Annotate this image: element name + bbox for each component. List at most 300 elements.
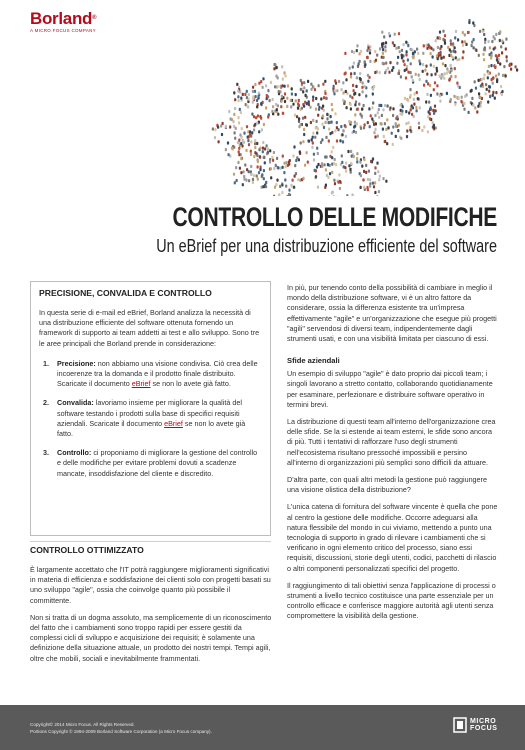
crowd-person-mark (455, 30, 457, 33)
crowd-person-mark (303, 133, 305, 136)
crowd-person-mark (240, 142, 242, 145)
crowd-person-mark (461, 40, 463, 43)
crowd-person-mark (356, 76, 358, 79)
crowd-person-mark (360, 78, 362, 81)
crowd-person-mark (350, 75, 352, 78)
crowd-person-mark (488, 40, 490, 43)
crowd-person-mark (391, 132, 393, 135)
crowd-person-mark (314, 169, 316, 172)
crowd-person-mark (430, 52, 432, 55)
crowd-person-mark (509, 63, 511, 66)
crowd-person-mark (345, 90, 347, 93)
crowd-person-mark (267, 148, 269, 151)
crowd-person-mark (365, 171, 367, 174)
crowd-person-mark (243, 170, 245, 173)
crowd-person-mark (312, 136, 314, 139)
crowd-person-mark (258, 92, 260, 95)
crowd-person-mark (281, 84, 283, 87)
crowd-person-mark (260, 102, 262, 105)
crowd-person-mark (377, 111, 379, 114)
crowd-person-mark (342, 140, 344, 143)
crowd-person-mark (247, 139, 249, 142)
crowd-person-mark (331, 156, 333, 159)
crowd-person-mark (426, 73, 428, 76)
crowd-person-mark (245, 179, 247, 182)
ebrief-link[interactable]: eBrief (131, 379, 151, 389)
crowd-person-mark (273, 151, 275, 154)
crowd-person-mark (388, 71, 390, 74)
crowd-person-mark (323, 96, 325, 99)
crowd-person-mark (489, 46, 491, 49)
crowd-person-mark (468, 111, 470, 114)
crowd-person-mark (400, 75, 402, 78)
crowd-person-mark (353, 51, 355, 54)
crowd-person-mark (381, 45, 383, 48)
crowd-person-mark (415, 106, 417, 109)
crowd-person-mark (316, 147, 318, 150)
crowd-person-mark (329, 172, 331, 175)
crowd-person-mark (260, 80, 262, 83)
crowd-person-mark (303, 81, 305, 84)
crowd-person-mark (270, 176, 272, 179)
crowd-person-mark (376, 54, 378, 57)
crowd-person-mark (237, 161, 239, 164)
crowd-person-mark (312, 132, 314, 135)
item-text: ci proponiamo di migliorare la gestione del controllo e delle modifiche per evitare problemi dovuti a scadenze mancate, insoddisfazione del cliente e discredito. (57, 448, 258, 478)
crowd-person-mark (355, 100, 357, 103)
crowd-person-mark (485, 83, 487, 86)
crowd-person-mark (495, 74, 497, 77)
crowd-person-mark (407, 44, 409, 47)
crowd-person-mark (385, 180, 387, 183)
crowd-person-mark (461, 96, 463, 99)
crowd-person-mark (433, 112, 435, 115)
crowd-person-mark (249, 130, 251, 133)
crowd-person-mark (250, 150, 252, 153)
crowd-person-mark (317, 114, 319, 117)
crowd-person-mark (288, 189, 290, 192)
crowd-person-mark (327, 163, 329, 166)
crowd-person-mark (234, 137, 236, 140)
crowd-person-mark (343, 129, 345, 132)
crowd-person-mark (348, 164, 350, 167)
crowd-person-mark (359, 72, 361, 75)
crowd-person-mark (322, 115, 324, 118)
crowd-person-mark (361, 86, 363, 89)
crowd-person-mark (454, 67, 456, 70)
crowd-person-mark (263, 156, 265, 159)
crowd-person-mark (347, 150, 349, 153)
crowd-person-mark (269, 160, 271, 163)
section-divider (30, 541, 271, 542)
crowd-person-mark (325, 121, 327, 124)
crowd-person-mark (314, 88, 316, 91)
crowd-person-mark (328, 139, 330, 142)
crowd-person-mark (463, 102, 465, 105)
crowd-person-mark (464, 33, 466, 36)
crowd-person-mark (237, 116, 239, 119)
crowd-person-mark (332, 191, 334, 194)
crowd-person-mark (369, 185, 371, 188)
crowd-person-mark (501, 90, 503, 93)
crowd-person-mark (343, 91, 345, 94)
crowd-person-mark (382, 48, 384, 51)
crowd-person-mark (476, 110, 478, 113)
crowd-person-mark (385, 49, 387, 52)
crowd-person-mark (349, 168, 351, 171)
crowd-person-mark (221, 133, 223, 136)
crowd-person-mark (267, 89, 269, 92)
crowd-person-mark (441, 57, 443, 60)
crowd-person-mark (387, 104, 389, 107)
crowd-person-mark (309, 106, 311, 109)
crowd-person-mark (505, 47, 507, 50)
crowd-person-mark (373, 123, 375, 126)
crowd-person-mark (464, 40, 466, 43)
crowd-person-mark (415, 73, 417, 76)
crowd-person-mark (422, 52, 424, 55)
crowd-person-mark (294, 114, 296, 117)
paragraph: Non si tratta di un dogma assoluto, ma semplicemente di un riconoscimento del fatto che i cambiamenti sono troppo rapidi per essere gestiti da complessi cicli di sviluppo e acquisizione dei requisiti; è solamente una definizione della situazione attuale, un prodotto dei nostri tempi. Tempi agili, oltre che mobili, sociali e inevitabilmente frammentati. (30, 612, 272, 663)
crowd-person-mark (333, 162, 335, 165)
crowd-person-mark (418, 122, 420, 125)
crowd-person-mark (252, 181, 254, 184)
crowd-person-mark (353, 93, 355, 96)
crowd-person-mark (295, 99, 297, 102)
crowd-person-mark (267, 115, 269, 118)
crowd-person-mark (360, 174, 362, 177)
crowd-person-mark (386, 118, 388, 121)
crowd-person-mark (371, 106, 373, 109)
crowd-person-mark (474, 106, 476, 109)
crowd-person-mark (360, 127, 362, 130)
crowd-person-mark (378, 116, 380, 119)
crowd-person-mark (334, 158, 336, 161)
crowd-person-mark (413, 98, 415, 101)
section-heading: PRECISIONE, CONVALIDA E CONTROLLO (39, 288, 212, 298)
crowd-person-mark (353, 130, 355, 133)
crowd-person-mark (278, 90, 280, 93)
crowd-person-mark (393, 44, 395, 47)
crowd-person-mark (434, 105, 436, 108)
crowd-person-mark (374, 50, 376, 53)
crowd-person-mark (240, 97, 242, 100)
crowd-person-mark (491, 40, 493, 43)
crowd-person-mark (214, 136, 216, 139)
crowd-person-mark (501, 93, 503, 96)
crowd-person-mark (265, 185, 267, 188)
crowd-person-mark (246, 104, 248, 107)
crowd-person-mark (377, 135, 379, 138)
crowd-person-mark (225, 125, 227, 128)
crowd-person-mark (438, 52, 440, 55)
crowd-person-mark (463, 108, 465, 111)
crowd-person-mark (406, 50, 408, 53)
crowd-person-mark (383, 135, 385, 138)
crowd-person-mark (312, 96, 314, 99)
crowd-person-mark (331, 150, 333, 153)
crowd-person-mark (257, 160, 259, 163)
crowd-person-mark (392, 107, 394, 110)
crowd-person-mark (472, 21, 474, 24)
crowd-person-mark (272, 105, 274, 108)
areas-list (39, 359, 262, 479)
crowd-person-mark (361, 165, 363, 168)
crowd-person-mark (491, 78, 493, 81)
crowd-person-mark (376, 162, 378, 165)
crowd-person-mark (432, 121, 434, 124)
crowd-person-mark (228, 110, 230, 113)
crowd-person-mark (280, 105, 282, 108)
crowd-person-mark (408, 121, 410, 124)
crowd-person-mark (488, 90, 490, 93)
crowd-person-mark (306, 151, 308, 154)
crowd-person-mark (406, 135, 408, 138)
crowd-person-mark (264, 147, 266, 150)
crowd-person-mark (423, 84, 425, 87)
crowd-person-mark (492, 91, 494, 94)
crowd-person-mark (282, 155, 284, 158)
crowd-person-mark (494, 37, 496, 40)
crowd-person-mark (479, 96, 481, 99)
crowd-person-mark (432, 109, 434, 112)
crowd-person-mark (344, 100, 346, 103)
crowd-person-mark (432, 48, 434, 51)
crowd-person-mark (250, 165, 252, 168)
crowd-person-mark (326, 113, 328, 116)
crowd-person-mark (490, 64, 492, 67)
crowd-person-mark (454, 46, 456, 49)
crowd-person-mark (277, 113, 279, 116)
crowd-person-mark (436, 54, 438, 57)
crowd-person-mark (456, 96, 458, 99)
crowd-person-mark (437, 46, 439, 49)
crowd-person-mark (365, 94, 367, 97)
crowd-person-mark (344, 166, 346, 169)
crowd-person-mark (336, 121, 338, 124)
crowd-person-mark (299, 123, 301, 126)
crowd-person-mark (301, 107, 303, 110)
crowd-person-mark (345, 78, 347, 81)
crowd-person-mark (412, 56, 414, 59)
crowd-person-mark (279, 167, 281, 170)
crowd-person-mark (443, 72, 445, 75)
crowd-person-mark (236, 179, 238, 182)
crowd-person-mark (333, 179, 335, 182)
crowd-person-mark (361, 114, 363, 117)
crowd-person-mark (387, 67, 389, 70)
crowd-person-mark (367, 121, 369, 124)
paragraph: Il raggiungimento di tali obiettivi senza l'applicazione di processi o strumenti a livello tecnico costituisce una parte essenziale per un controllo efficace e conferisce maggiore autorità agli utenti senza compromettere la visibilità della gestione. (287, 580, 496, 621)
crowd-person-mark (392, 143, 394, 146)
crowd-person-mark (235, 166, 237, 169)
crowd-person-mark (405, 122, 407, 125)
crowd-person-mark (416, 91, 418, 94)
crowd-person-mark (439, 47, 441, 50)
crowd-person-mark (239, 108, 241, 111)
crowd-person-mark (253, 174, 255, 177)
crowd-person-mark (214, 128, 216, 131)
crowd-person-mark (363, 178, 365, 181)
crowd-person-mark (389, 106, 391, 109)
crowd-person-mark (409, 88, 411, 91)
crowd-person-mark (277, 104, 279, 107)
crowd-person-mark (421, 129, 423, 132)
crowd-person-mark (236, 83, 238, 86)
crowd-person-mark (274, 85, 276, 88)
crowd-person-mark (287, 84, 289, 87)
logo-tagline: A MICRO FOCUS COMPANY (30, 28, 96, 33)
crowd-person-mark (478, 79, 480, 82)
crowd-person-mark (366, 49, 368, 52)
crowd-person-mark (424, 69, 426, 72)
crowd-person-mark (296, 115, 298, 118)
crowd-person-mark (483, 48, 485, 51)
crowd-person-mark (253, 128, 255, 131)
crowd-person-mark (429, 46, 431, 49)
crowd-person-mark (274, 63, 276, 66)
crowd-person-mark (330, 115, 332, 118)
crowd-person-mark (410, 108, 412, 111)
crowd-person-mark (478, 92, 480, 95)
crowd-person-mark (250, 140, 252, 143)
crowd-person-mark (389, 61, 391, 64)
crowd-person-mark (413, 103, 415, 106)
crowd-person-mark (212, 127, 214, 130)
crowd-person-mark (231, 147, 233, 150)
crowd-person-mark (364, 63, 366, 66)
crowd-person-mark (486, 88, 488, 91)
crowd-person-mark (431, 73, 433, 76)
crowd-person-mark (281, 95, 283, 98)
crowd-person-mark (281, 65, 283, 68)
crowd-person-mark (454, 103, 456, 106)
crowd-person-mark (457, 84, 459, 87)
crowd-person-mark (282, 166, 284, 169)
crowd-person-mark (350, 72, 352, 75)
crowd-person-mark (284, 85, 286, 88)
crowd-person-mark (405, 41, 407, 44)
crowd-person-mark (401, 56, 403, 59)
crowd-person-mark (291, 92, 293, 95)
crowd-person-mark (372, 92, 374, 95)
crowd-person-mark (494, 97, 496, 100)
crowd-person-mark (328, 128, 330, 131)
crowd-person-mark (363, 170, 365, 173)
crowd-person-mark (353, 62, 355, 65)
crowd-person-mark (437, 36, 439, 39)
crowd-person-mark (412, 52, 414, 55)
crowd-person-mark (418, 126, 420, 129)
crowd-person-mark (485, 92, 487, 95)
crowd-person-mark (254, 146, 256, 149)
crowd-person-mark (333, 195, 335, 196)
crowd-person-mark (295, 93, 297, 96)
crowd-person-mark (450, 75, 452, 78)
crowd-person-mark (320, 97, 322, 100)
crowd-person-mark (264, 161, 266, 164)
crowd-person-mark (442, 38, 444, 41)
crowd-person-mark (238, 150, 240, 153)
crowd-person-mark (418, 74, 420, 77)
crowd-person-mark (366, 56, 368, 59)
crowd-person-mark (324, 92, 326, 95)
crowd-person-mark (256, 122, 258, 125)
crowd-person-mark (304, 164, 306, 167)
crowd-person-mark (345, 135, 347, 138)
crowd-person-mark (473, 46, 475, 49)
crowd-person-mark (499, 62, 501, 65)
crowd-person-mark (471, 44, 473, 47)
crowd-person-mark (336, 89, 338, 92)
crowd-person-mark (220, 124, 222, 127)
crowd-person-mark (474, 80, 476, 83)
crowd-person-mark (443, 56, 445, 59)
crowd-person-mark (255, 95, 257, 98)
crowd-person-mark (303, 86, 305, 89)
crowd-person-mark (363, 186, 365, 189)
crowd-person-mark (382, 62, 384, 65)
crowd-person-mark (399, 112, 401, 115)
crowd-person-mark (338, 181, 340, 184)
crowd-person-mark (228, 153, 230, 156)
list-item (39, 448, 262, 479)
crowd-person-mark (385, 128, 387, 131)
crowd-person-mark (425, 80, 427, 83)
section-heading: CONTROLLO OTTIMIZZATO (30, 545, 144, 555)
crowd-person-mark (242, 183, 244, 186)
crowd-person-mark (322, 83, 324, 86)
crowd-person-mark (240, 157, 242, 160)
item-tail: se non lo avete già fatto. (150, 379, 231, 389)
crowd-person-mark (346, 106, 348, 109)
crowd-person-mark (298, 117, 300, 120)
item-label: Convalida: (57, 398, 94, 408)
crowd-person-mark (253, 115, 255, 118)
crowd-person-mark (314, 136, 316, 139)
ebrief-link[interactable]: eBrief (164, 418, 183, 428)
crowd-person-mark (238, 139, 240, 142)
crowd-person-mark (259, 155, 261, 158)
crowd-person-mark (453, 95, 455, 98)
crowd-person-mark (285, 74, 287, 77)
crowd-person-mark (450, 39, 452, 42)
crowd-person-mark (356, 122, 358, 125)
crowd-person-mark (392, 41, 394, 44)
crowd-person-mark (288, 193, 290, 196)
crowd-person-mark (394, 33, 396, 36)
crowd-person-mark (283, 71, 285, 74)
crowd-person-mark (402, 60, 404, 63)
crowd-person-mark (383, 35, 385, 38)
subheading: Sfide aziendali (287, 356, 340, 366)
page-footer (0, 705, 525, 750)
item-tail: se non lo avete già fatto. (57, 418, 246, 439)
crowd-person-mark (233, 91, 235, 94)
crowd-person-mark (262, 86, 264, 89)
crowd-person-mark (331, 171, 333, 174)
crowd-person-mark (373, 85, 375, 88)
crowd-person-mark (234, 107, 236, 110)
copyright-text (30, 721, 212, 735)
crowd-person-mark (433, 65, 435, 68)
crowd-person-mark (233, 173, 235, 176)
crowd-person-mark (489, 53, 491, 56)
crowd-person-mark (359, 161, 361, 164)
crowd-person-mark (278, 193, 280, 196)
item-number: 3. (43, 448, 49, 458)
crowd-person-mark (353, 155, 355, 158)
